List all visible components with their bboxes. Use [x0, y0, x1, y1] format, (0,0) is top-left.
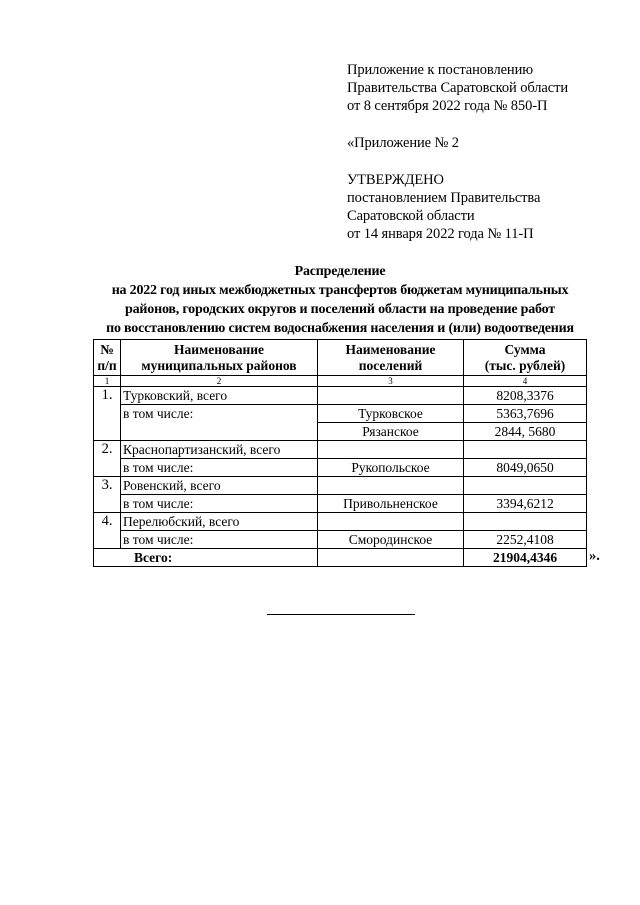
appendix-header: [347, 61, 637, 243]
table-row: [94, 405, 587, 423]
sum-value: 8049,0650: [464, 459, 587, 477]
settlement-name: [318, 387, 464, 405]
settlement-name: [318, 477, 464, 495]
header-settlement: Наименование поселений: [318, 340, 464, 376]
sum-value: 3394,6212: [464, 495, 587, 513]
settlement-name: Рязанское: [318, 423, 464, 441]
row-number: 4.: [94, 513, 121, 531]
approved-line-1: постановлением Правительства: [347, 190, 541, 206]
district-name: в том числе:: [121, 495, 318, 513]
district-name: [121, 423, 318, 441]
district-name: в том числе:: [121, 459, 318, 477]
closing-quote: ».: [589, 548, 600, 564]
table-row: [94, 423, 587, 441]
row-number: [94, 405, 121, 423]
row-number: [94, 459, 121, 477]
row-number: [94, 495, 121, 513]
table-row: [94, 531, 587, 549]
approved-line-3: от 14 января 2022 года № 11-П: [347, 226, 534, 242]
total-sum: 21904,4346: [464, 549, 587, 567]
header-district: Наименование муниципальных районов: [121, 340, 318, 376]
sum-value: 2844, 5680: [464, 423, 587, 441]
approved-line-2: Саратовской области: [347, 208, 475, 224]
settlement-name: [318, 441, 464, 459]
settlement-name: [318, 513, 464, 531]
settlement-name: Смородинское: [318, 531, 464, 549]
closing-rule: [267, 614, 415, 615]
appendix-line-3: от 8 сентября 2022 года № 850-П: [347, 98, 548, 114]
column-number: 3: [318, 376, 464, 387]
header-number: № п/п: [94, 340, 121, 376]
sum-value: [464, 513, 587, 531]
table-row: [94, 387, 587, 405]
row-number: 3.: [94, 477, 121, 495]
title-line-2: районов, городских округов и поселений области на проведение работ: [125, 302, 555, 317]
table-row: [94, 513, 587, 531]
table-row: [94, 477, 587, 495]
table-row: [94, 441, 587, 459]
district-name: Ровенский, всего: [121, 477, 318, 495]
total-label: Всего:: [94, 549, 318, 567]
title-heading: Распределение: [294, 264, 386, 279]
title-line-1: на 2022 год иных межбюджетных трансфертов бюджетам муниципальных: [111, 283, 569, 298]
title-line-3: по восстановлению систем водоснабжения населения и (или) водоотведения: [106, 321, 574, 336]
appendix-line-2: Правительства Саратовской области: [347, 80, 568, 96]
table-row: [94, 459, 587, 477]
sum-value: 5363,7696: [464, 405, 587, 423]
appendix-number: «Приложение № 2: [347, 135, 459, 151]
district-name: в том числе:: [121, 531, 318, 549]
total-settlement-empty: [318, 549, 464, 567]
column-number: 4: [464, 376, 587, 387]
district-name: в том числе:: [121, 405, 318, 423]
table-row: [94, 495, 587, 513]
row-number: 1.: [94, 387, 121, 405]
row-number: 2.: [94, 441, 121, 459]
row-number: [94, 531, 121, 549]
sum-value: [464, 441, 587, 459]
column-number: 2: [121, 376, 318, 387]
settlement-name: Рукопольское: [318, 459, 464, 477]
sum-value: [464, 477, 587, 495]
settlement-name: Турковское: [318, 405, 464, 423]
district-name: Краснопартизанский, всего: [121, 441, 318, 459]
approved-stamp-text: УТВЕРЖДЕНО: [347, 172, 444, 188]
distribution-table: [93, 339, 587, 567]
sum-value: 2252,4108: [464, 531, 587, 549]
table-header-row: [94, 340, 587, 376]
header-sum: Сумма (тыс. рублей): [464, 340, 587, 376]
district-name: Турковский, всего: [121, 387, 318, 405]
column-number: 1: [94, 376, 121, 387]
appendix-line-1: Приложение к постановлению: [347, 62, 533, 78]
row-number: [94, 423, 121, 441]
column-number-row: [94, 376, 587, 387]
sum-value: 8208,3376: [464, 387, 587, 405]
settlement-name: Привольненское: [318, 495, 464, 513]
district-name: Перелюбский, всего: [121, 513, 318, 531]
table-total-row: [94, 549, 587, 567]
document-title: [90, 262, 590, 338]
